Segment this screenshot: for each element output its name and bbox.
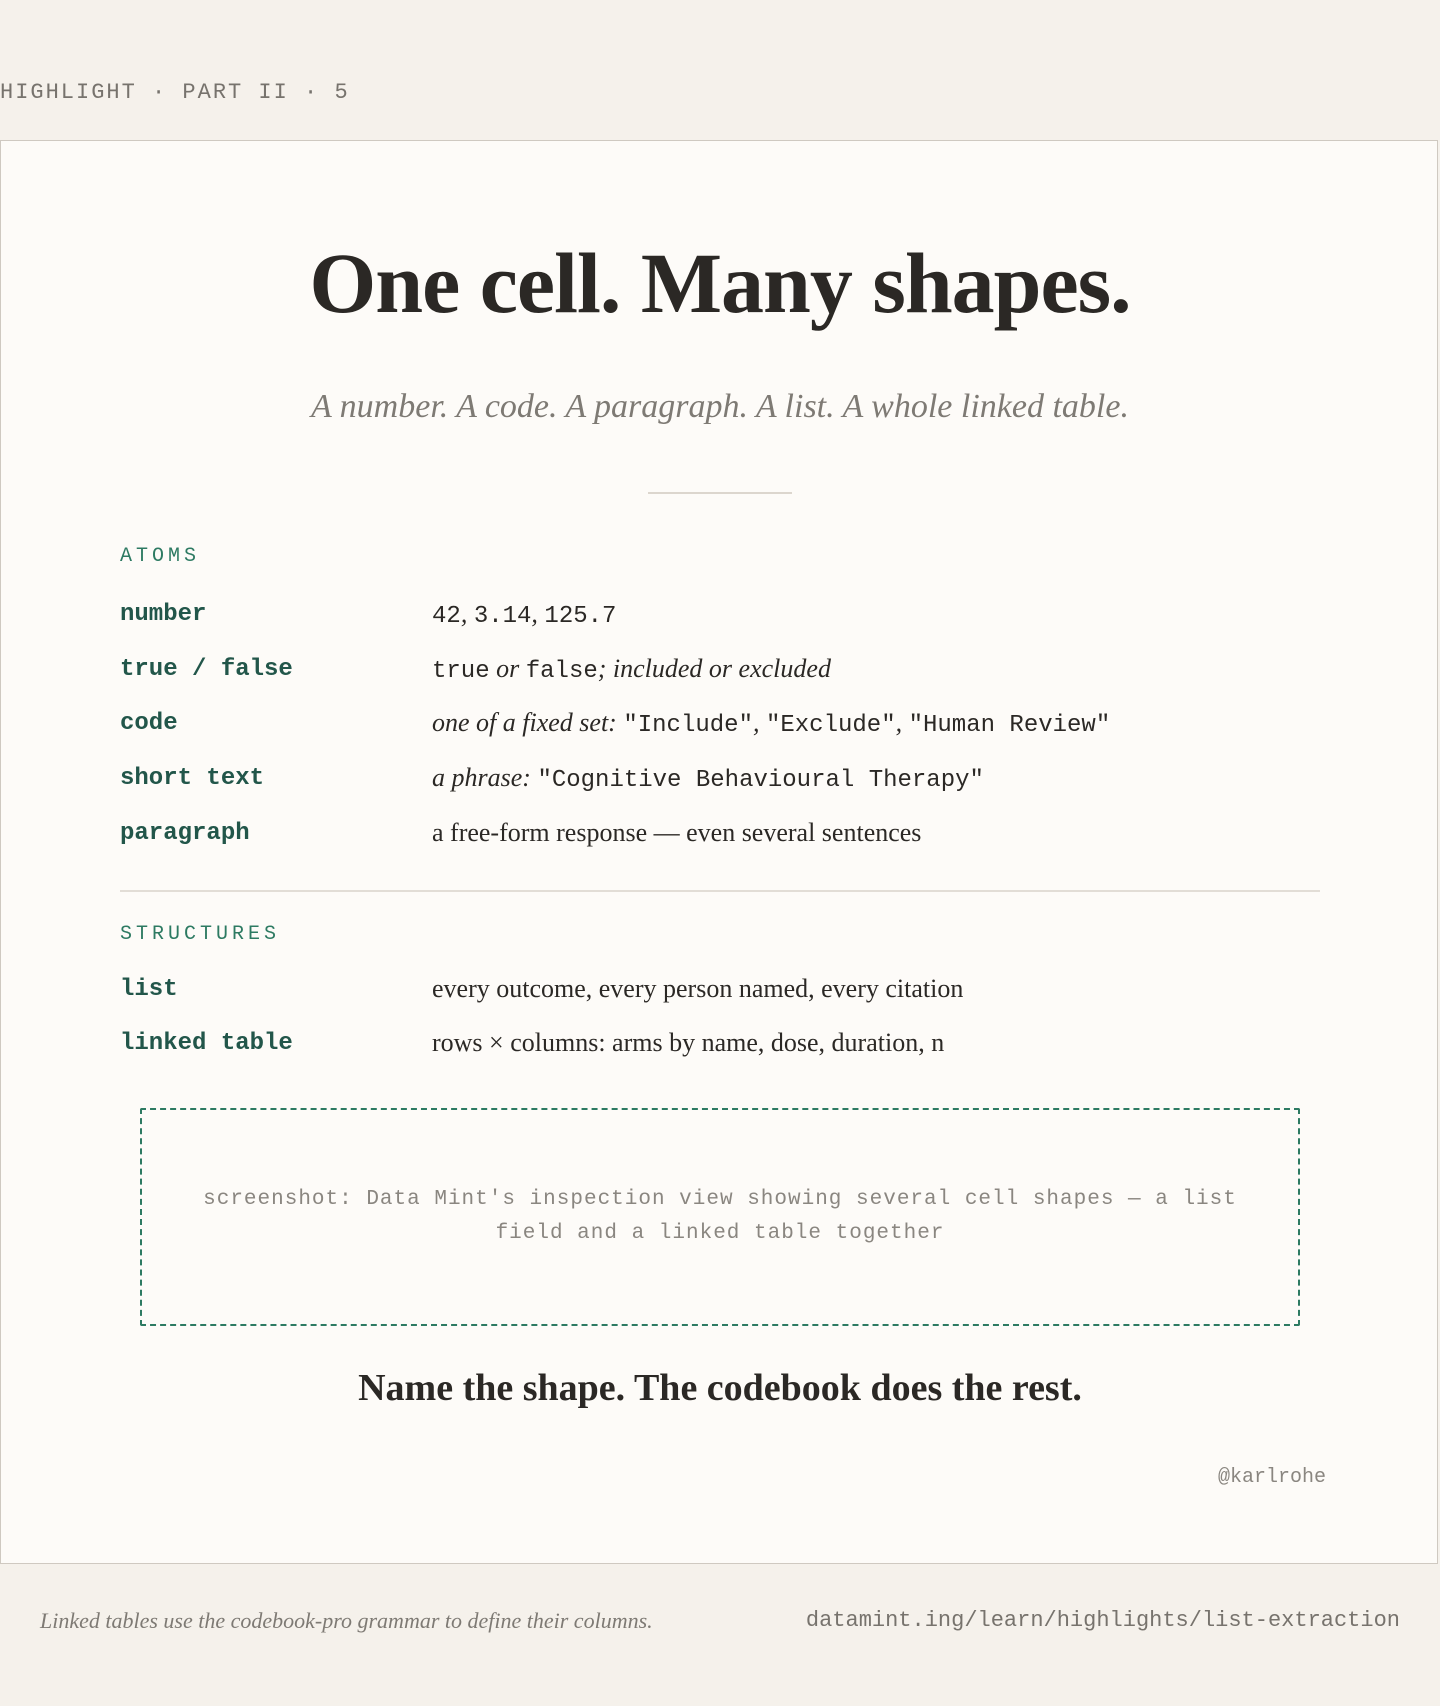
footer-url[interactable]: datamint.ing/learn/highlights/list-extraction — [805, 1608, 1400, 1633]
term-code: code — [120, 709, 178, 737]
sep: , — [460, 598, 474, 628]
term-true-false: true / false — [120, 655, 293, 683]
atom-row-number — [120, 594, 1320, 634]
value: 3.14 — [473, 602, 532, 630]
structure-row-list — [120, 969, 1320, 1009]
value: "Exclude" — [765, 711, 896, 739]
desc-true-false — [432, 654, 831, 685]
atom-row-paragraph — [120, 813, 1320, 853]
desc-number — [432, 599, 616, 630]
value: true — [432, 657, 490, 685]
lead: a phrase: — [432, 762, 538, 792]
title-divider — [648, 492, 792, 494]
value: "Include" — [623, 711, 753, 739]
atom-row-true-false — [120, 649, 1320, 689]
value: 42 — [432, 602, 461, 630]
atom-row-code — [120, 703, 1320, 743]
sep: , — [752, 707, 766, 737]
author-handle: @karlrohe — [1217, 1466, 1326, 1489]
term-short-text: short text — [120, 764, 265, 792]
page-subtitle: A number. A code. A paragraph. A list. A whole linked table. — [311, 388, 1129, 425]
desc-linked-table: rows × columns: arms by name, dose, duration, n — [432, 1028, 945, 1057]
sep: or — [489, 653, 526, 683]
lead: one of a fixed set: — [432, 707, 624, 737]
sep: , — [895, 707, 909, 737]
sep: ; included or excluded — [597, 653, 831, 683]
screenshot-placeholder: screenshot: Data Mint's inspection view showing several cell shapes — a list field and a linked table together — [140, 1108, 1300, 1326]
value: "Human Review" — [908, 711, 1111, 739]
sep: , — [531, 598, 545, 628]
desc-code — [432, 708, 1110, 739]
value: 125.7 — [544, 602, 617, 630]
section-divider — [120, 890, 1320, 892]
desc-paragraph: a free-form response — even several sentences — [432, 818, 922, 847]
page-title: One cell. Many shapes. — [309, 235, 1131, 331]
tagline: Name the shape. The codebook does the rest. — [358, 1367, 1082, 1409]
term-paragraph: paragraph — [120, 819, 250, 847]
term-linked-table: linked table — [120, 1029, 293, 1057]
section-label-atoms: ATOMS — [120, 545, 201, 568]
desc-short-text — [432, 763, 984, 794]
section-label-structures: STRUCTURES — [120, 923, 281, 946]
term-number: number — [120, 600, 207, 628]
value: false — [525, 657, 598, 685]
atom-row-short-text — [120, 758, 1320, 798]
structure-row-linked-table — [120, 1023, 1320, 1063]
value: "Cognitive Behavioural Therapy" — [537, 766, 984, 794]
desc-list: every outcome, every person named, every citation — [432, 974, 964, 1003]
term-list: list — [120, 975, 178, 1003]
footer-note: Linked tables use the codebook-pro grammar to define their columns. — [40, 1608, 653, 1633]
kicker: HIGHLIGHT · PART II · 5 — [0, 80, 350, 105]
